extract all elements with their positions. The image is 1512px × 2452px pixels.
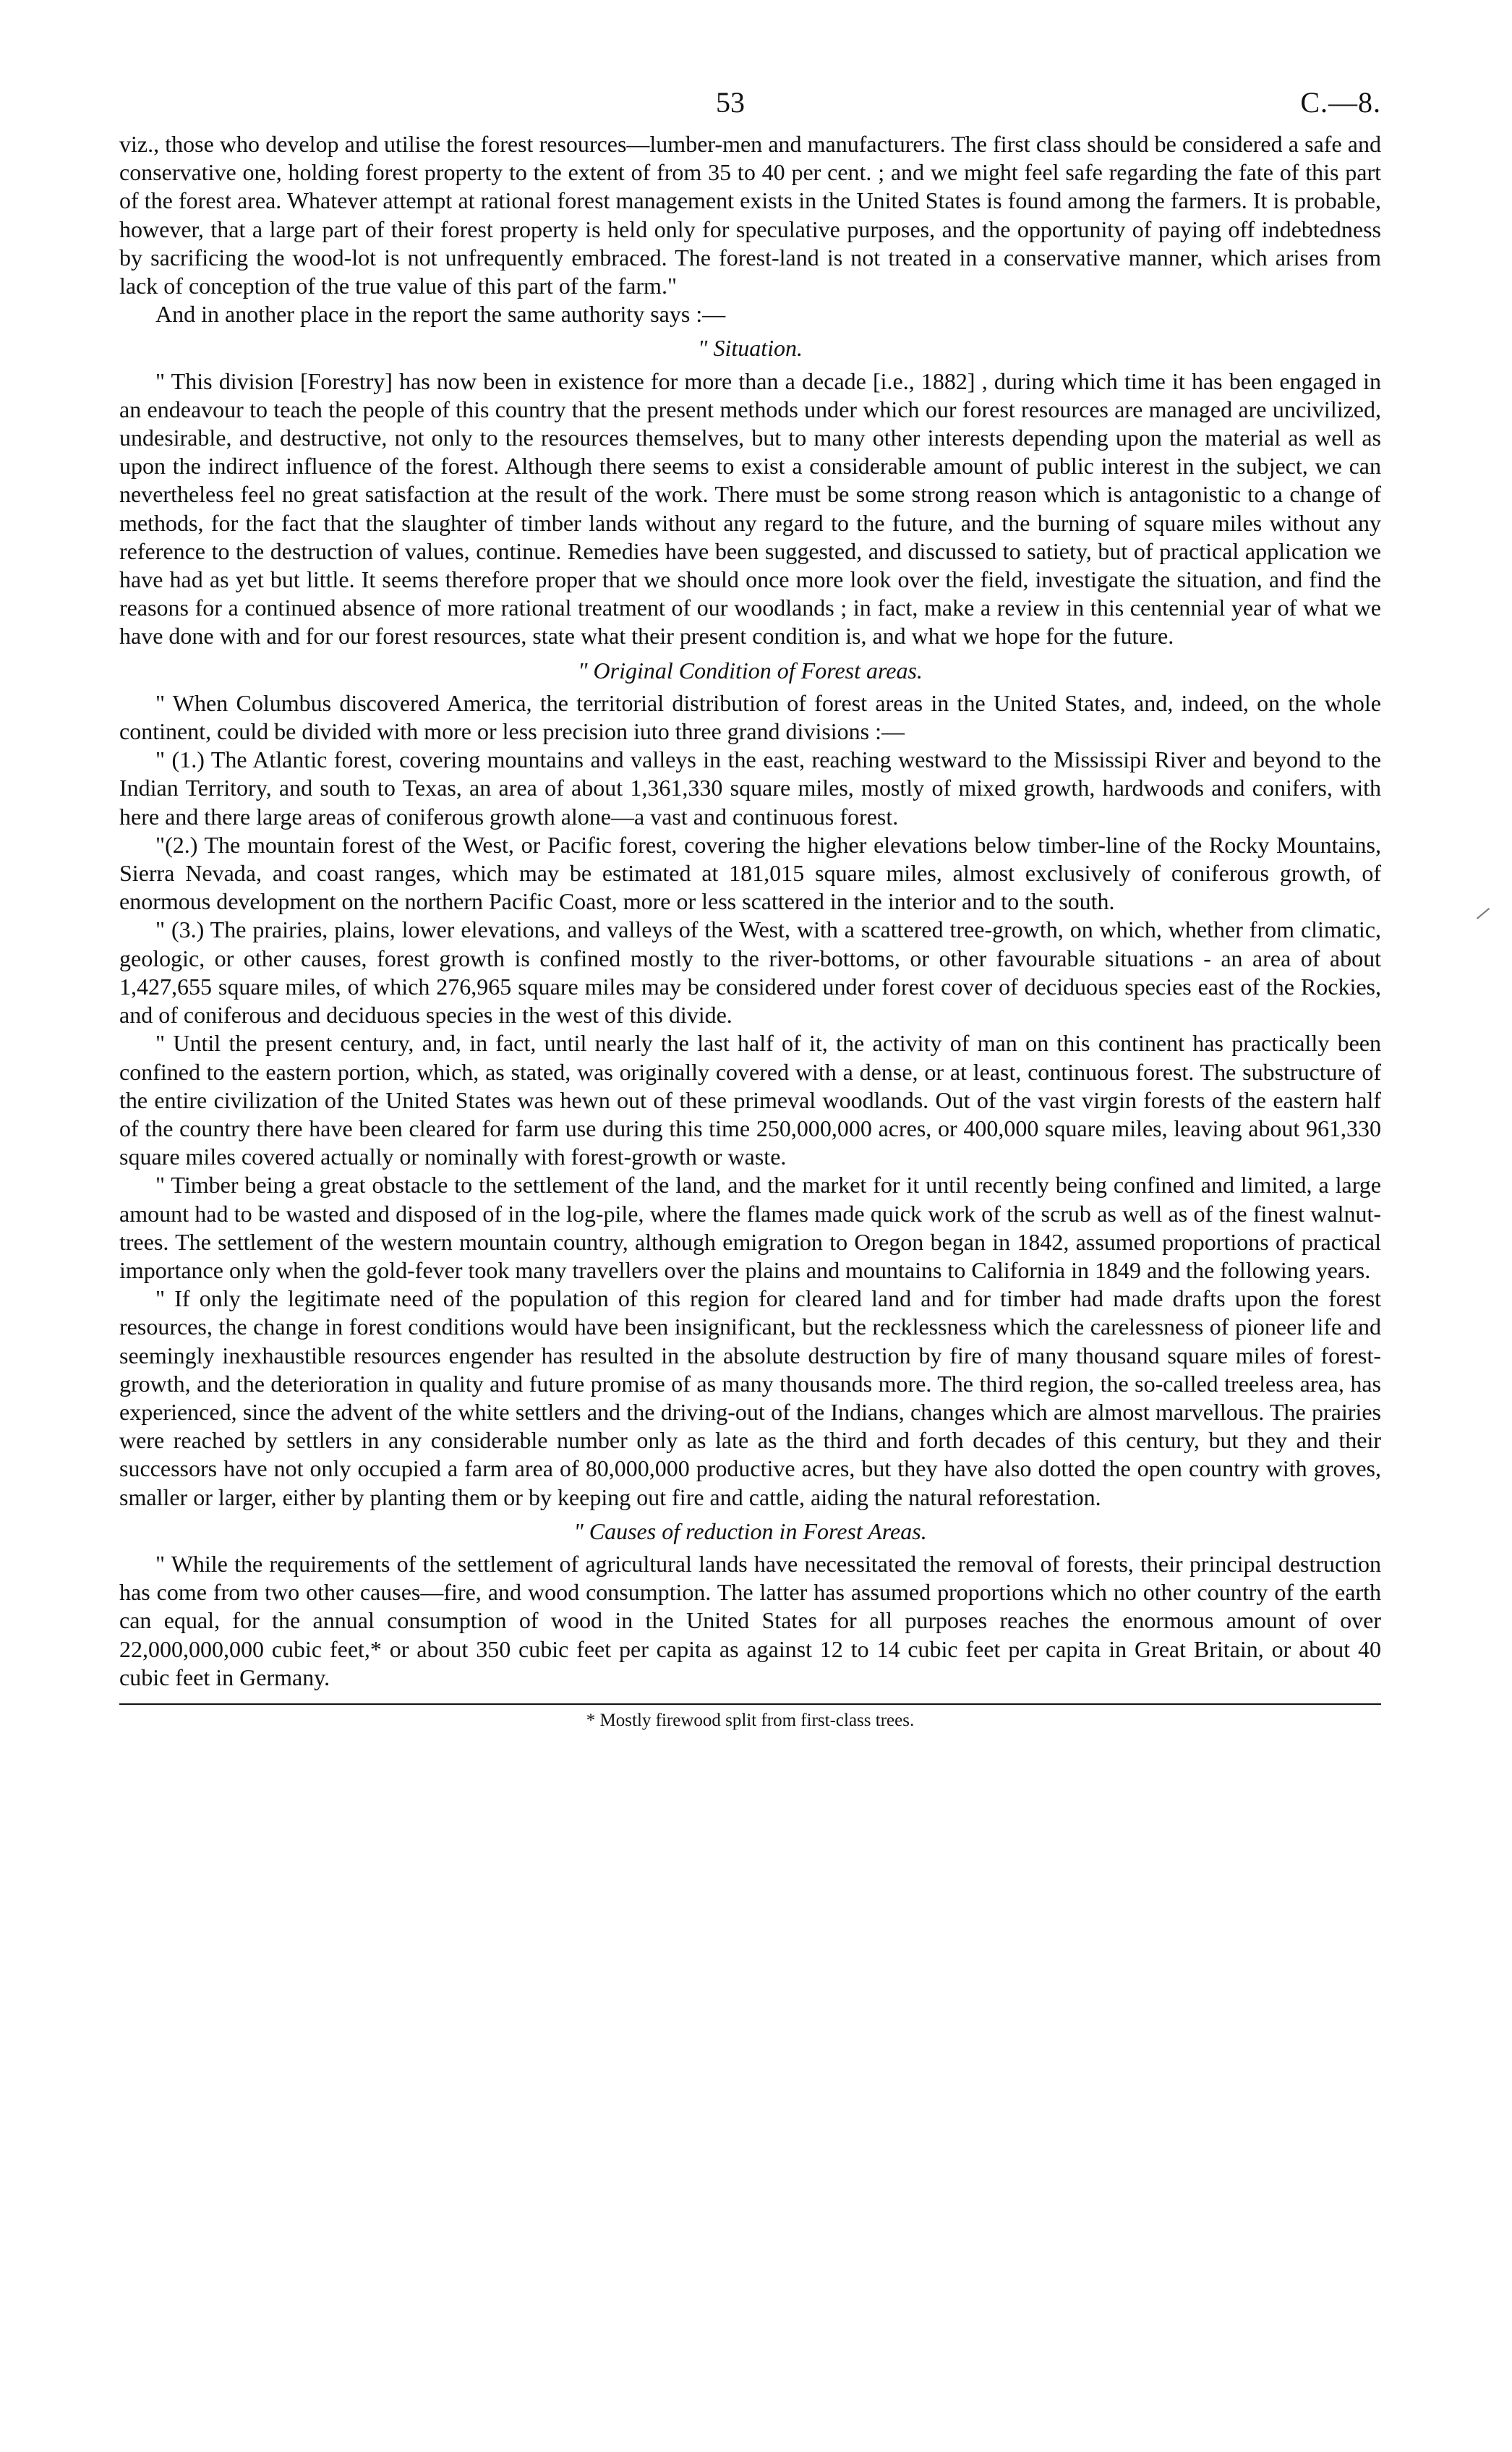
subheading-causes-of-reduction: " Causes of reduction in Forest Areas.	[573, 1517, 927, 1544]
subheading-original-condition: " Original Condition of Forest areas.	[578, 657, 923, 684]
footnote: * Mostly firewood split from first-class trees.	[586, 1710, 915, 1730]
paragraph-timber-obstacle: " Timber being a great obstacle to the settlement of the land, and the market for it until recently being confined and limited, a large amount had to be wasted and disposed of in the log-pile, where the flames made quick work of the scrub as well as of the finest walnut-trees. The settlement of the western mountain country, although emigration to Oregon began in 1842, assumed proportions of practical importance only when the gold-fever took many travellers over the plains and mountains to California in 1849 and the following years.	[119, 1172, 1381, 1283]
document-page	[119, 85, 1381, 1731]
paragraph-atlantic-forest: " (1.) The Atlantic forest, covering mountains and valleys in the east, reaching westward to the Mississipi River and beyond to the Indian Territory, and south to Texas, an area of about 1,361,330 square miles, mostly of mixed growth, hardwoods and conifers, with here and there large areas of coniferous growth alone—a vast and continuous forest.	[119, 746, 1381, 830]
paragraph-requirements: " While the requirements of the settlement of agricultural lands have necessitated the removal of forests, their principal destruction has come from two other causes—fire, and wood consumption. The latter has assumed proportions which no other country of the earth can equal, for the annual consumption of wood in the United States for all purposes reaches the enormous amount of over 22,000,000,000 cubic feet,* or about 350 cubic feet per capita as against 12 to 14 cubic feet per capita in Great Britain, or about 40 cubic feet in Germany.	[119, 1550, 1381, 1690]
paragraph-pacific-forest: "(2.) The mountain forest of the West, or Pacific forest, covering the higher elevations below timber-line of the Rocky Mountains, Sierra Nevada, and coast ranges, which may be estimated at 181,015 square miles, almost exclusively of coniferous growth, of enormous development on the northern Pacific Coast, more or less scattered in the interior and to the south.	[119, 831, 1381, 915]
body-text	[119, 130, 1381, 1692]
paragraph-present-century: " Until the present century, and, in fact, until nearly the last half of it, the activity of man on this continent has practically been confined to the eastern portion, which, as stated, was originally covered with a dense, or at least, continuous forest. The substructure of the entire civilization of the United States was hewn out of these primeval woodlands. Out of the vast virgin forests of the eastern half of the country there have been cleared for farm use during this time 250,000,000 acres, or 400,000 square miles, leaving about 961,330 square miles covered actually or nominally with forest-growth or waste.	[119, 1030, 1381, 1170]
footnote-divider	[119, 1703, 1381, 1705]
document-reference: C.—8.	[1300, 86, 1381, 119]
page-header	[119, 85, 1381, 130]
paragraph-situation: " This division [Forestry] has now been in existence for more than a decade [i.e., 1882] , during which time it has been engaged in an endeavour to teach the people of this country that the present methods under which our forest resources are managed are uncivilized, undesirable, and destructive, not only to the resources themselves, but to many other interests depending upon the material as well as upon the indirect influence of the forest. Although there seems to exist a considerable amount of public interest in the subject, we can nevertheless feel no great satisfaction at the result of the work. There must be some strong reason which is antagonistic to a change of methods, for the fact that the slaughter of timber lands without any regard to the future, and the burning of square miles without any reference to the destruction of values, continue. Remedies have been suggested, and discussed to satiety, but of practical application we have had as yet but little. It seems therefore proper that we should once more look over the field, investigate the situation, and find the reasons for a continued absence of more rational treatment of our woodlands ; in fact, make a review in this centennial year of what we have done with and for our forest resources, state what their present condition is, and what we hope for the future.	[119, 367, 1381, 650]
paragraph-prairies: " (3.) The prairies, plains, lower elevations, and valleys of the West, with a scattered tree-growth, on which, whether from climatic, geologic, or other causes, forest growth is confined mostly to the river-bottoms, or other favourable situations - an area of about 1,427,655 square miles, of which 276,965 square miles may be considered under forest cover of deciduous species east of the Rockies, and of coniferous and deciduous species in the west of this divide.	[119, 916, 1381, 1029]
paragraph-columbus: " When Columbus discovered America, the territorial distribution of forest areas in the United States, and, indeed, on the whole continent, could be divided with more or less precision iuto three grand divisions :—	[119, 689, 1381, 745]
paragraph-continuation: viz., those who develop and utilise the forest resources—lumber-men and manufacturers. The first class should be considered a safe and conservative one, holding forest property to the extent of from 35 to 40 per cent. ; and we might feel safe regarding the fate of this part of the forest area. Whatever attempt at rational forest management exists in the United States is found among the farmers. It is probable, however, that a large part of their forest property is held only for speculative purposes, and the opportunity of paying off indebtedness by sacrificing the wood-lot is not unfrequently embraced. The forest-land is not treated in a conservative manner, which arises from lack of conception of the true value of this part of the farm."	[119, 131, 1381, 299]
paragraph-intro-quote: And in another place in the report the same authority says :—	[155, 301, 726, 328]
stray-margin-mark	[1477, 908, 1490, 919]
page-number: 53	[716, 86, 745, 119]
paragraph-legitimate-need: " If only the legitimate need of the population of this region for cleared land and for timber had made drafts upon the forest resources, the change in forest conditions would have been insignificant, but the recklessness which the carelessness of pioneer life and seemingly inexhaustible resources engender has resulted in the absolute destruction by fire of many thousand square miles of forest-growth, and the deterioration in quality and future promise of as many thousands more. The third region, the so-called treeless area, has experienced, since the advent of the white settlers and the driving-out of the Indians, changes which are almost marvellous. The prairies were reached by settlers in any considerable number only as late as the third and forth decades of this century, but they and their successors have not only occupied a farm area of 80,000,000 productive acres, but they have also dotted the open country with groves, smaller or larger, either by planting them or by keeping out fire and cattle, aiding the natural reforestation.	[119, 1285, 1381, 1510]
subheading-situation: " Situation.	[698, 335, 803, 362]
